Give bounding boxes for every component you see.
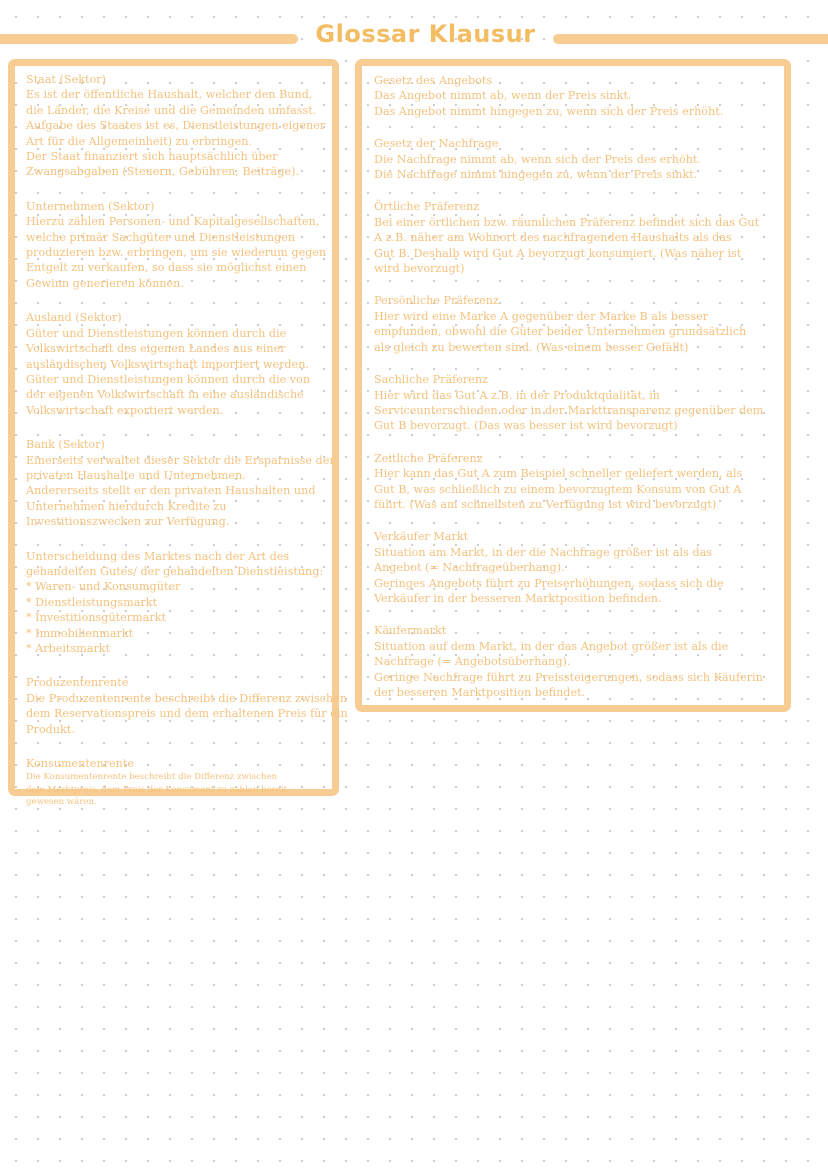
entry-text-line: Volkswirtschaft des eigenen Landes aus einer (26, 342, 286, 356)
entry-heading: Käufermarkt (374, 624, 447, 638)
entry-text-line: Hier kann das Gut A zum Beispiel schneller geliefert werden, als (374, 467, 743, 481)
entry-text-line: Geringes Angebots führt zu Preiserhöhungen, sodass sich die (374, 576, 724, 590)
entry-text-line: Der Staat finanziert sich hauptsächlich über (26, 150, 278, 164)
entry-text-line: welche primär Sachgüter und Dienstleistungen (26, 230, 296, 244)
entry-text-line: Investitionszwecken zur Verfügung. (26, 515, 230, 529)
entry-text-line: Verkäufer in der besseren Marktposition befinden. (374, 591, 662, 605)
entry-text-line: führt. (Was am schnellsten zu Verfügung ist wird bevorzugt) (374, 497, 717, 511)
title-decoration-right (553, 34, 828, 44)
glossary-entry (26, 549, 322, 657)
glossary-card-right (355, 59, 791, 712)
entry-heading: Persönliche Präferenz (374, 294, 499, 308)
entry-text-line: Unternehmen hierdurch Kredite zu (26, 499, 227, 513)
entry-heading: Ausland (Sektor) (26, 311, 122, 325)
entry-text-line: * Investitionsgütermarkt (26, 611, 167, 625)
entry-heading: Unternehmen (Sektor) (26, 199, 155, 213)
entry-text-line: privaten Haushalte und Unternehmen. (26, 468, 246, 482)
entry-heading: Sachliche Präferenz (374, 373, 488, 387)
glossary-entry (374, 199, 772, 276)
entry-text-line: * Waren- und Konsumgüter (26, 580, 181, 594)
entry-text-line: * Immobilienmarkt (26, 626, 134, 640)
entry-heading: Produzentenrente (26, 676, 129, 690)
entry-heading: Konsumentenrente (26, 757, 134, 771)
entry-heading: Staat (Sektor) (26, 73, 106, 86)
entry-heading: Zeitliche Präferenz (374, 451, 483, 465)
entry-text-line: als gleich zu bewerten sind. (Was einem besser Gefällt) (374, 340, 689, 354)
entry-heading: Gesetz des Angebots (374, 74, 493, 87)
entry-text-line: Es ist der öffentliche Haushalt, welcher den Bund, (26, 88, 313, 102)
entry-text-line: wird bevorzugt) (374, 262, 465, 276)
entry-text-line: der eigenen Volkswirtschaft in eine ausländische (26, 388, 304, 402)
entry-heading: Verkäufer Markt (374, 530, 469, 544)
entry-text-line: Hierzu zählen Personen- und Kapitalgesellschaften, (26, 215, 320, 229)
entry-text-line: Serviceunterschieden oder in der Markttransparenz gegenüber dem (374, 403, 764, 417)
entry-text-line: dem Marktpreis, dem Preis der Konsument zu zahlen bereit (26, 784, 288, 795)
entry-text-line: gewesen wären. (26, 796, 97, 807)
entry-heading: Örtliche Präferenz (374, 200, 480, 214)
entry-text-line: gehandelten Gutes/ der gehandelten Dienstleistung: (26, 564, 324, 578)
entry-heading: Bank (Sektor) (26, 438, 105, 452)
entry-text-line: Das Angebot nimmt hingegen zu, wenn sich der Preis erhöht. (374, 104, 724, 118)
entry-text-line: Geringe Nachfrage führt zu Preissteigerungen, sodass sich Käuferin (374, 670, 763, 684)
glossary-entry (26, 310, 322, 418)
entry-text-line: Nachfrage (= Angebotsüberhang). (374, 655, 571, 669)
entry-text-line: Art für die Allgemeinheit) zu erbringen. (26, 134, 252, 148)
entry-text-line: produzieren bzw. erbringen, um sie wiederum gegen (26, 246, 327, 260)
entry-text-line: Situation am Markt, in der die Nachfrage größer ist als das (374, 545, 712, 559)
glossary-entry (374, 372, 772, 434)
page-title: Glossar Klausur (315, 20, 536, 48)
entry-text-line: Die Konsumentenrente beschreibt die Differenz zwischen (26, 772, 278, 783)
glossary-entry (374, 451, 772, 513)
glossary-entry (374, 136, 772, 182)
entry-text-line: Situation auf dem Markt, in der das Angebot größer ist als die (374, 639, 729, 653)
entry-text-line: Hier wird eine Marke A gegenüber der Marke B als besser (374, 309, 709, 323)
entry-heading: Unterscheidung des Marktes nach der Art des (26, 549, 290, 563)
entry-text-line: die Länder, die Kreise und die Gemeinden umfasst. (26, 103, 317, 117)
entry-text-line: Die Produzentenrente beschreibt die Differenz zwischen (26, 691, 348, 705)
entry-text-line: Einerseits verwaltet dieser Sektor die Ersparnisse der (26, 453, 335, 467)
entry-text-line: Gut B. Deshalb wird Gut A bevorzugt konsumiert. (Was näher ist (374, 246, 742, 260)
glossary-entry (26, 675, 348, 737)
entry-text-line: ausländischen Volkswirtschaft importiert werden. (26, 357, 309, 371)
entry-text-line: Bei einer örtlichen bzw. räumlichen Präferenz befindet sich das Gut (374, 215, 760, 229)
title-decoration-left (0, 34, 298, 44)
entry-text-line: Güter und Dienstleistungen können durch die (26, 326, 287, 340)
entry-text-line: empfunden, obwohl die Güter beider Unternehmen grundsätzlich (374, 325, 747, 339)
glossary-entry (374, 623, 772, 700)
entry-text-line: Hier wird das Gut A z.B. in der Produktqualität, in (374, 388, 660, 402)
glossary-entry (374, 529, 772, 606)
entry-text-line: Die Nachfrage nimmt ab, wenn sich der Preis des erhöht. (374, 152, 701, 166)
glossary-entry (26, 72, 326, 180)
entry-text-line: Das Angebot nimmt ab, wenn der Preis sinkt. (374, 89, 632, 103)
entry-text-line: Angebot (= Nachfrageüberhang). (374, 561, 565, 575)
entry-text-line: Entgelt zu verkaufen, so dass sie möglichst einen (26, 261, 307, 275)
entry-text-line: A z.B. näher am Wohnort des nachfragenden Haushalts als das (374, 231, 732, 245)
entry-text-line: Andererseits stellt er den privaten Haushalten und (26, 484, 316, 498)
entry-text-line: Die Nachfrage nimmt hingegen zu, wenn der Preis sinkt. (374, 168, 698, 182)
entry-text-line: * Arbeitsmarkt (26, 642, 111, 655)
entry-text-line: dem Reservationspreis und dem erhaltenen Preis für ein (26, 707, 348, 721)
glossary-entry (374, 293, 772, 355)
glossary-entry (26, 199, 327, 291)
entry-text-line: Produkt. (26, 722, 75, 736)
entry-text-line: Gewinn generieren können. (26, 276, 184, 290)
entry-text-line: der besseren Marktposition befindet. (374, 686, 586, 699)
entry-text-line: Gut B bevorzugt. (Das was besser ist wird bevorzugt) (374, 419, 678, 433)
glossary-entry (26, 437, 335, 529)
entry-text-line: * Dienstleistungsmarkt (26, 595, 157, 609)
glossary-entry (374, 73, 772, 119)
entry-text-line: Volkswirtschaft exportiert werden. (26, 403, 224, 417)
entry-text-line: Aufgabe des Staates ist es, Dienstleistungen eigener (26, 119, 326, 133)
glossary-entry (26, 756, 322, 808)
entry-text-line: Güter und Dienstleistungen können durch die von (26, 372, 311, 386)
entry-text-line: Gut B, was schließlich zu einem bevorzugtem Konsum von Gut A (374, 482, 742, 496)
glossary-card-left (8, 59, 348, 807)
entry-text-line: Zwangsabgaben (Steuern, Gebühren, Beiträge). (26, 165, 300, 179)
entry-heading: Gesetz der Nachfrage (374, 137, 499, 151)
